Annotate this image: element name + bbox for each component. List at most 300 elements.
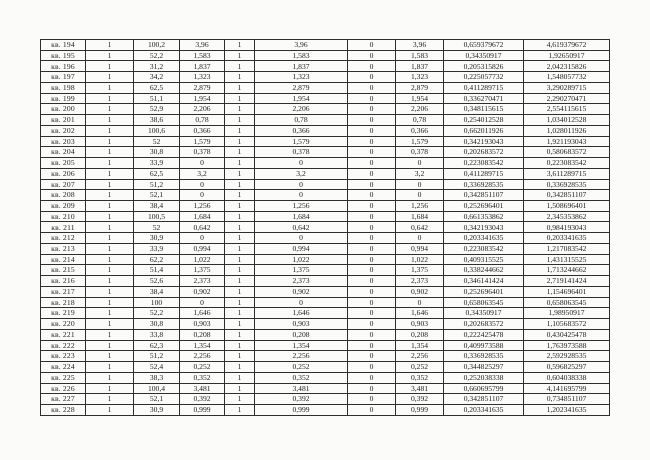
table-cell: 0,336270471 (444, 93, 524, 104)
table-cell: 0,999 (396, 404, 444, 415)
table-cell: 38,4 (134, 201, 180, 212)
table-row (41, 340, 610, 351)
table-cell: 0,223083542 (444, 158, 524, 169)
row-label: кв. 218 (41, 297, 86, 308)
table-cell: 0 (348, 297, 396, 308)
table-cell: 0,223083542 (524, 158, 610, 169)
table-cell: 0,392 (255, 394, 348, 405)
table-row (41, 222, 610, 233)
table-cell: 1 (225, 286, 255, 297)
table-cell: 0 (348, 319, 396, 330)
table-cell: 0,78 (396, 115, 444, 126)
table-cell: 1 (86, 61, 134, 72)
table-cell: 0,903 (255, 319, 348, 330)
table-cell: 3,96 (396, 40, 444, 51)
table-cell: 0,336928535 (444, 351, 524, 362)
table-cell: 52,4 (134, 362, 180, 373)
table-row (41, 136, 610, 147)
table-cell: 2,373 (255, 276, 348, 287)
table-cell: 1,323 (396, 72, 444, 83)
table-cell: 1,508696401 (524, 201, 610, 212)
table-cell: 1 (86, 211, 134, 222)
table-cell: 3,481 (396, 383, 444, 394)
table-cell: 0,660695799 (444, 383, 524, 394)
table-cell: 1,548057732 (524, 72, 610, 83)
table-cell: 0,392 (180, 394, 225, 405)
table-cell: 4,141695799 (524, 383, 610, 394)
table-cell: 0 (348, 115, 396, 126)
table-cell: 62,3 (134, 340, 180, 351)
table-cell: 0,661353862 (444, 211, 524, 222)
table-cell: 1,921193043 (524, 136, 610, 147)
table-cell: 1 (86, 93, 134, 104)
table-row (41, 211, 610, 222)
table-cell: 0,392 (396, 394, 444, 405)
table-cell: 0,352 (255, 372, 348, 383)
table-cell: 0,366 (255, 125, 348, 136)
table-cell: 1,837 (396, 61, 444, 72)
table-cell: 0,378 (255, 147, 348, 158)
table-cell: 1 (86, 147, 134, 158)
table-cell: 30,9 (134, 233, 180, 244)
table-cell: 1,954 (180, 93, 225, 104)
table-cell: 0 (348, 404, 396, 415)
table-cell: 1,579 (396, 136, 444, 147)
table-cell: 3,96 (255, 40, 348, 51)
table-cell: 1 (225, 233, 255, 244)
table-row (41, 104, 610, 115)
table-cell: 1,92650917 (524, 50, 610, 61)
table-cell: 0,222425478 (444, 329, 524, 340)
table-cell: 1 (86, 201, 134, 212)
row-label: кв. 214 (41, 254, 86, 265)
table-cell: 1 (86, 125, 134, 136)
table-cell: 0 (396, 297, 444, 308)
table-cell: 0,658063545 (524, 297, 610, 308)
table-cell: 1,375 (396, 265, 444, 276)
table-cell: 0,378 (180, 147, 225, 158)
table-row (41, 243, 610, 254)
table-cell: 0,902 (255, 286, 348, 297)
table-cell: 0,202683572 (444, 147, 524, 158)
table-cell: 0 (348, 211, 396, 222)
table-cell: 30,8 (134, 147, 180, 158)
table-cell: 2,879 (396, 82, 444, 93)
table-cell: 1 (225, 50, 255, 61)
table-cell: 0 (180, 233, 225, 244)
row-label: кв. 217 (41, 286, 86, 297)
table-cell: 0 (348, 383, 396, 394)
table-cell: 0,252 (396, 362, 444, 373)
table-cell: 1,837 (180, 61, 225, 72)
table-cell: 0,430425478 (524, 329, 610, 340)
table-cell: 1 (86, 115, 134, 126)
table-cell: 62,5 (134, 82, 180, 93)
table-cell: 1,323 (255, 72, 348, 83)
row-label: кв. 198 (41, 82, 86, 93)
table-cell: 2,256 (396, 351, 444, 362)
table-cell: 51,4 (134, 265, 180, 276)
table-row (41, 201, 610, 212)
table-cell: 1,431315525 (524, 254, 610, 265)
table-row (41, 394, 610, 405)
row-label: кв. 204 (41, 147, 86, 158)
table-cell: 1,583 (396, 50, 444, 61)
table-cell: 1 (225, 201, 255, 212)
table-cell: 1 (86, 319, 134, 330)
table-row (41, 233, 610, 244)
table-cell: 1 (225, 243, 255, 254)
row-label: кв. 219 (41, 308, 86, 319)
table-cell: 0,338244662 (444, 265, 524, 276)
table-cell: 30,9 (134, 404, 180, 415)
table-cell: 0,596825297 (524, 362, 610, 373)
table-cell: 0,252038338 (444, 372, 524, 383)
table-cell: 2,206 (180, 104, 225, 115)
table-cell: 1 (86, 286, 134, 297)
table-cell: 33,8 (134, 329, 180, 340)
table-cell: 31,2 (134, 61, 180, 72)
table-cell: 0,411289715 (444, 168, 524, 179)
table-cell: 0 (348, 104, 396, 115)
table-row (41, 329, 610, 340)
table-cell: 1 (86, 168, 134, 179)
table-cell: 2,373 (396, 276, 444, 287)
table-cell: 2,879 (255, 82, 348, 93)
table-cell: 1,256 (396, 201, 444, 212)
table-cell: 2,592928535 (524, 351, 610, 362)
table-cell: 0 (348, 340, 396, 351)
table-cell: 1 (225, 168, 255, 179)
table-cell: 0,409315525 (444, 254, 524, 265)
table-cell: 0,994 (255, 243, 348, 254)
table-row (41, 351, 610, 362)
table-cell: 1 (225, 394, 255, 405)
table-cell: 1 (86, 297, 134, 308)
table-cell: 0 (348, 82, 396, 93)
table-row (41, 93, 610, 104)
table-cell: 1 (86, 72, 134, 83)
table-cell: 0 (396, 233, 444, 244)
table-cell: 0,225057732 (444, 72, 524, 83)
table-cell: 3,481 (180, 383, 225, 394)
table-cell: 1 (225, 297, 255, 308)
table-cell: 0,994 (396, 243, 444, 254)
table-cell: 1 (225, 351, 255, 362)
table-cell: 100 (134, 297, 180, 308)
table-cell: 1,375 (180, 265, 225, 276)
table-row (41, 319, 610, 330)
table-cell: 1 (86, 265, 134, 276)
table-cell: 1 (225, 404, 255, 415)
table-row (41, 61, 610, 72)
table-cell: 0 (348, 201, 396, 212)
table-cell: 3,2 (255, 168, 348, 179)
table-cell: 2,256 (255, 351, 348, 362)
table-cell: 1 (86, 104, 134, 115)
table-cell: 0,734851107 (524, 394, 610, 405)
table-cell: 1 (225, 136, 255, 147)
table-cell: 0,411289715 (444, 82, 524, 93)
table-cell: 1 (225, 40, 255, 51)
table-cell: 1 (225, 276, 255, 287)
table-cell: 2,042315826 (524, 61, 610, 72)
table-row (41, 40, 610, 51)
table-cell: 1 (225, 115, 255, 126)
table-row (41, 168, 610, 179)
table-row (41, 179, 610, 190)
table-cell: 1 (86, 372, 134, 383)
table-cell: 0,34350917 (444, 50, 524, 61)
table-cell: 1,583 (255, 50, 348, 61)
row-label: кв. 226 (41, 383, 86, 394)
table-cell: 0,336928535 (444, 179, 524, 190)
table-cell: 1 (86, 190, 134, 201)
table-cell: 2,206 (396, 104, 444, 115)
table-cell: 0,994 (180, 243, 225, 254)
table-cell: 1 (225, 362, 255, 373)
table-cell: 1,713244662 (524, 265, 610, 276)
table-cell: 0,208 (180, 329, 225, 340)
table-cell: 0,984193043 (524, 222, 610, 233)
table-cell: 0,223083542 (444, 243, 524, 254)
table-cell: 52,2 (134, 308, 180, 319)
table-cell: 33,9 (134, 243, 180, 254)
table-cell: 52,1 (134, 190, 180, 201)
table-cell: 1,579 (255, 136, 348, 147)
table-cell: 1 (86, 394, 134, 405)
table-cell: 1,646 (180, 308, 225, 319)
table-cell: 1,375 (255, 265, 348, 276)
table-cell: 0 (348, 351, 396, 362)
table-cell: 0 (348, 61, 396, 72)
table-cell: 1,954 (396, 93, 444, 104)
table-cell: 1 (225, 254, 255, 265)
table-cell: 1,323 (180, 72, 225, 83)
table-cell: 2,345353862 (524, 211, 610, 222)
table-cell: 0 (348, 243, 396, 254)
table-cell: 0,999 (180, 404, 225, 415)
table-cell: 0,352 (180, 372, 225, 383)
table-cell: 1 (225, 147, 255, 158)
table-cell: 2,256 (180, 351, 225, 362)
table-cell: 1,684 (180, 211, 225, 222)
table-row (41, 72, 610, 83)
table-cell: 100,2 (134, 40, 180, 51)
table-cell: 1,646 (396, 308, 444, 319)
table-cell: 38,6 (134, 115, 180, 126)
row-label: кв. 201 (41, 115, 86, 126)
row-label: кв. 208 (41, 190, 86, 201)
table-cell: 0,378 (396, 147, 444, 158)
table-cell: 0 (348, 394, 396, 405)
table-cell: 0,348115615 (444, 104, 524, 115)
row-label: кв. 211 (41, 222, 86, 233)
table-row (41, 115, 610, 126)
table-cell: 0,203341635 (524, 233, 610, 244)
row-label: кв. 205 (41, 158, 86, 169)
table-cell: 1 (225, 222, 255, 233)
row-label: кв. 209 (41, 201, 86, 212)
table-cell: 0,205315826 (444, 61, 524, 72)
table-cell: 1,763973588 (524, 340, 610, 351)
table-cell: 0,902 (396, 286, 444, 297)
table-cell: 1 (86, 383, 134, 394)
table-cell: 1,579 (180, 136, 225, 147)
table-cell: 1 (225, 319, 255, 330)
table-cell: 0 (348, 276, 396, 287)
table-row (41, 297, 610, 308)
table-cell: 1 (86, 158, 134, 169)
table-cell: 2,373 (180, 276, 225, 287)
table-row (41, 50, 610, 61)
row-label: кв. 215 (41, 265, 86, 276)
table-cell: 100,5 (134, 211, 180, 222)
table-cell: 1 (225, 329, 255, 340)
table-cell: 1 (225, 265, 255, 276)
table-row (41, 147, 610, 158)
table-cell: 2,879 (180, 82, 225, 93)
table-cell: 0 (348, 286, 396, 297)
table-row (41, 276, 610, 287)
table-cell: 0 (348, 93, 396, 104)
table-cell: 52 (134, 222, 180, 233)
table-cell: 1,583 (180, 50, 225, 61)
table-cell: 0 (348, 158, 396, 169)
table-cell: 0,903 (180, 319, 225, 330)
table-cell: 0,342851107 (444, 394, 524, 405)
table-body (41, 40, 610, 416)
table-cell: 1 (86, 308, 134, 319)
table-cell: 0 (255, 190, 348, 201)
table-cell: 52,2 (134, 50, 180, 61)
table-cell: 1 (86, 82, 134, 93)
table-cell: 30,8 (134, 319, 180, 330)
row-label: кв. 203 (41, 136, 86, 147)
table-cell: 1,646 (255, 308, 348, 319)
row-label: кв. 223 (41, 351, 86, 362)
row-label: кв. 212 (41, 233, 86, 244)
table-cell: 0 (348, 265, 396, 276)
table-cell: 0,344825297 (444, 362, 524, 373)
table-cell: 1,022 (180, 254, 225, 265)
table-cell: 0 (348, 329, 396, 340)
table-cell: 0,642 (396, 222, 444, 233)
table-cell: 0,34350917 (444, 308, 524, 319)
table-cell: 0 (348, 168, 396, 179)
table-cell: 1,217083542 (524, 243, 610, 254)
table-cell: 1,354 (255, 340, 348, 351)
table-cell: 3,96 (180, 40, 225, 51)
table-cell: 0 (180, 190, 225, 201)
table-row (41, 254, 610, 265)
table-cell: 0 (255, 297, 348, 308)
table-cell: 0 (180, 179, 225, 190)
table-cell: 52,9 (134, 104, 180, 115)
table-cell: 0 (180, 158, 225, 169)
table-cell: 1,256 (180, 201, 225, 212)
table-cell: 0,78 (255, 115, 348, 126)
table-cell: 3,2 (396, 168, 444, 179)
table-cell: 3,481 (255, 383, 348, 394)
table-cell: 0 (348, 222, 396, 233)
table-cell: 1 (225, 158, 255, 169)
table-cell: 0,252696401 (444, 201, 524, 212)
table-cell: 0 (348, 190, 396, 201)
row-label: кв. 210 (41, 211, 86, 222)
table-cell: 3,290289715 (524, 82, 610, 93)
table-cell: 1 (225, 61, 255, 72)
table-cell: 0,366 (396, 125, 444, 136)
table-cell: 34,2 (134, 72, 180, 83)
table-cell: 0 (348, 254, 396, 265)
table-cell: 2,554115615 (524, 104, 610, 115)
table-row (41, 372, 610, 383)
table-cell: 0 (348, 179, 396, 190)
table-cell: 0,203341635 (444, 404, 524, 415)
table-cell: 100,6 (134, 125, 180, 136)
table-cell: 1,354 (396, 340, 444, 351)
table-cell: 0,208 (255, 329, 348, 340)
table-cell: 0,902 (180, 286, 225, 297)
row-label: кв. 221 (41, 329, 86, 340)
table-cell: 0 (348, 362, 396, 373)
table-cell: 0 (348, 136, 396, 147)
table-cell: 51,2 (134, 179, 180, 190)
table-row (41, 286, 610, 297)
table-cell: 0 (396, 179, 444, 190)
table-row (41, 383, 610, 394)
row-label: кв. 220 (41, 319, 86, 330)
table-cell: 0,203341635 (444, 233, 524, 244)
table-cell: 0 (255, 158, 348, 169)
table-cell: 3,611289715 (524, 168, 610, 179)
table-cell: 0,252696401 (444, 286, 524, 297)
table-row (41, 404, 610, 415)
table-cell: 2,719141424 (524, 276, 610, 287)
table-cell: 33,9 (134, 158, 180, 169)
table-cell: 1 (225, 308, 255, 319)
table-cell: 1 (86, 362, 134, 373)
table-cell: 0,252 (180, 362, 225, 373)
table-cell: 1,028011926 (524, 125, 610, 136)
table-cell: 0,208 (396, 329, 444, 340)
table-cell: 0,604038338 (524, 372, 610, 383)
table-cell: 0,336928535 (524, 179, 610, 190)
row-label: кв. 216 (41, 276, 86, 287)
table-cell: 0,342193043 (444, 222, 524, 233)
row-label: кв. 202 (41, 125, 86, 136)
table-cell: 0,642 (255, 222, 348, 233)
table-cell: 0,252 (255, 362, 348, 373)
table-cell: 0 (348, 72, 396, 83)
table-cell: 62,5 (134, 168, 180, 179)
table-cell: 0,642 (180, 222, 225, 233)
table-cell: 1,034012528 (524, 115, 610, 126)
table-cell: 1 (225, 104, 255, 115)
table-cell: 0 (348, 372, 396, 383)
table-cell: 1 (225, 93, 255, 104)
table-cell: 1 (86, 136, 134, 147)
table-cell: 1 (86, 254, 134, 265)
table-cell: 38,4 (134, 286, 180, 297)
table-cell: 1,022 (396, 254, 444, 265)
table-row (41, 82, 610, 93)
table-cell: 0 (348, 147, 396, 158)
table-cell: 2,290270471 (524, 93, 610, 104)
table-cell: 0,202683572 (444, 319, 524, 330)
table-cell: 1 (86, 404, 134, 415)
